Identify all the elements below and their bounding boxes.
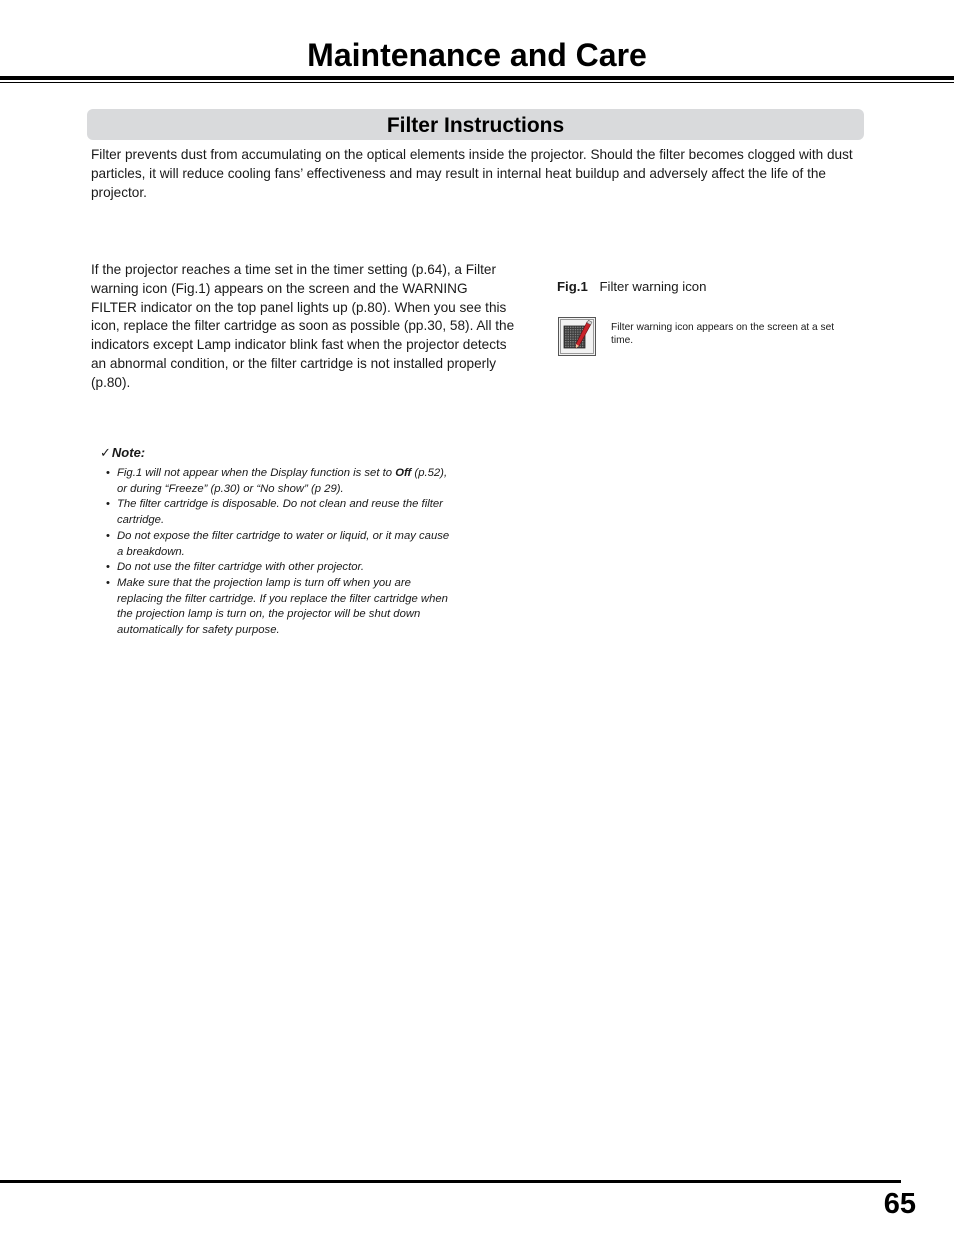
footer-rule [0, 1180, 901, 1183]
figure-description: Filter warning icon appears on the screen at a set time. [611, 322, 835, 346]
checkmark-icon: ✓ [100, 445, 111, 460]
list-item: • Make sure that the projection lamp is turn off when you are replacing the filter cartridge. If you replace the filter cartridge when the projection lamp is turn on, the projector will be shut down automatically for safety purpose. [106, 576, 458, 639]
page-title: Maintenance and Care [307, 37, 647, 73]
list-item: • Fig.1 will not appear when the Display function is set to Off (p.52), or during “Freeze” (p.30) or “No show” (p 29). [106, 466, 458, 497]
intro-paragraph: Filter prevents dust from accumulating on the optical elements inside the projector. Should the filter becomes clogged with dust particles, it will reduce cooling fans’ effectiveness and may result in internal heat buildup and adversely affect the life of the projector. [91, 147, 853, 200]
filter-warning-icon [558, 317, 596, 356]
note-heading-text: Note: [111, 445, 146, 460]
list-item: • Do not expose the filter cartridge to water or liquid, or it may cause a breakdown. [106, 529, 458, 560]
note-heading [100, 444, 145, 461]
title-rule-thin [0, 82, 954, 83]
figure-caption-text: Filter warning icon [599, 279, 707, 294]
section-banner [87, 109, 864, 140]
figure-label: Fig.1 [557, 279, 588, 294]
title-rule [0, 76, 954, 80]
note-list [106, 466, 458, 639]
figure-caption [557, 278, 706, 295]
page-number: 65 [883, 1188, 916, 1220]
list-item: • Do not use the filter cartridge with other projector. [106, 560, 458, 576]
list-item: • The filter cartridge is disposable. Do not clean and reuse the filter cartridge. [106, 497, 458, 528]
section-title: Filter Instructions [386, 114, 565, 137]
filter-warning-paragraph: If the projector reaches a time set in the timer setting (p.64), a Filter warning icon (Fig.1) appears on the screen and the WARNING FILTER indicator on the top panel lights up (p.80). When you see this icon, replace the filter cartridge as soon as possible (pp.30, 58). All the indicators except Lamp indicator blink fast when the projector detects an abnormal condition, or the filter cartridge is not installed properly (p.80). [91, 262, 515, 390]
